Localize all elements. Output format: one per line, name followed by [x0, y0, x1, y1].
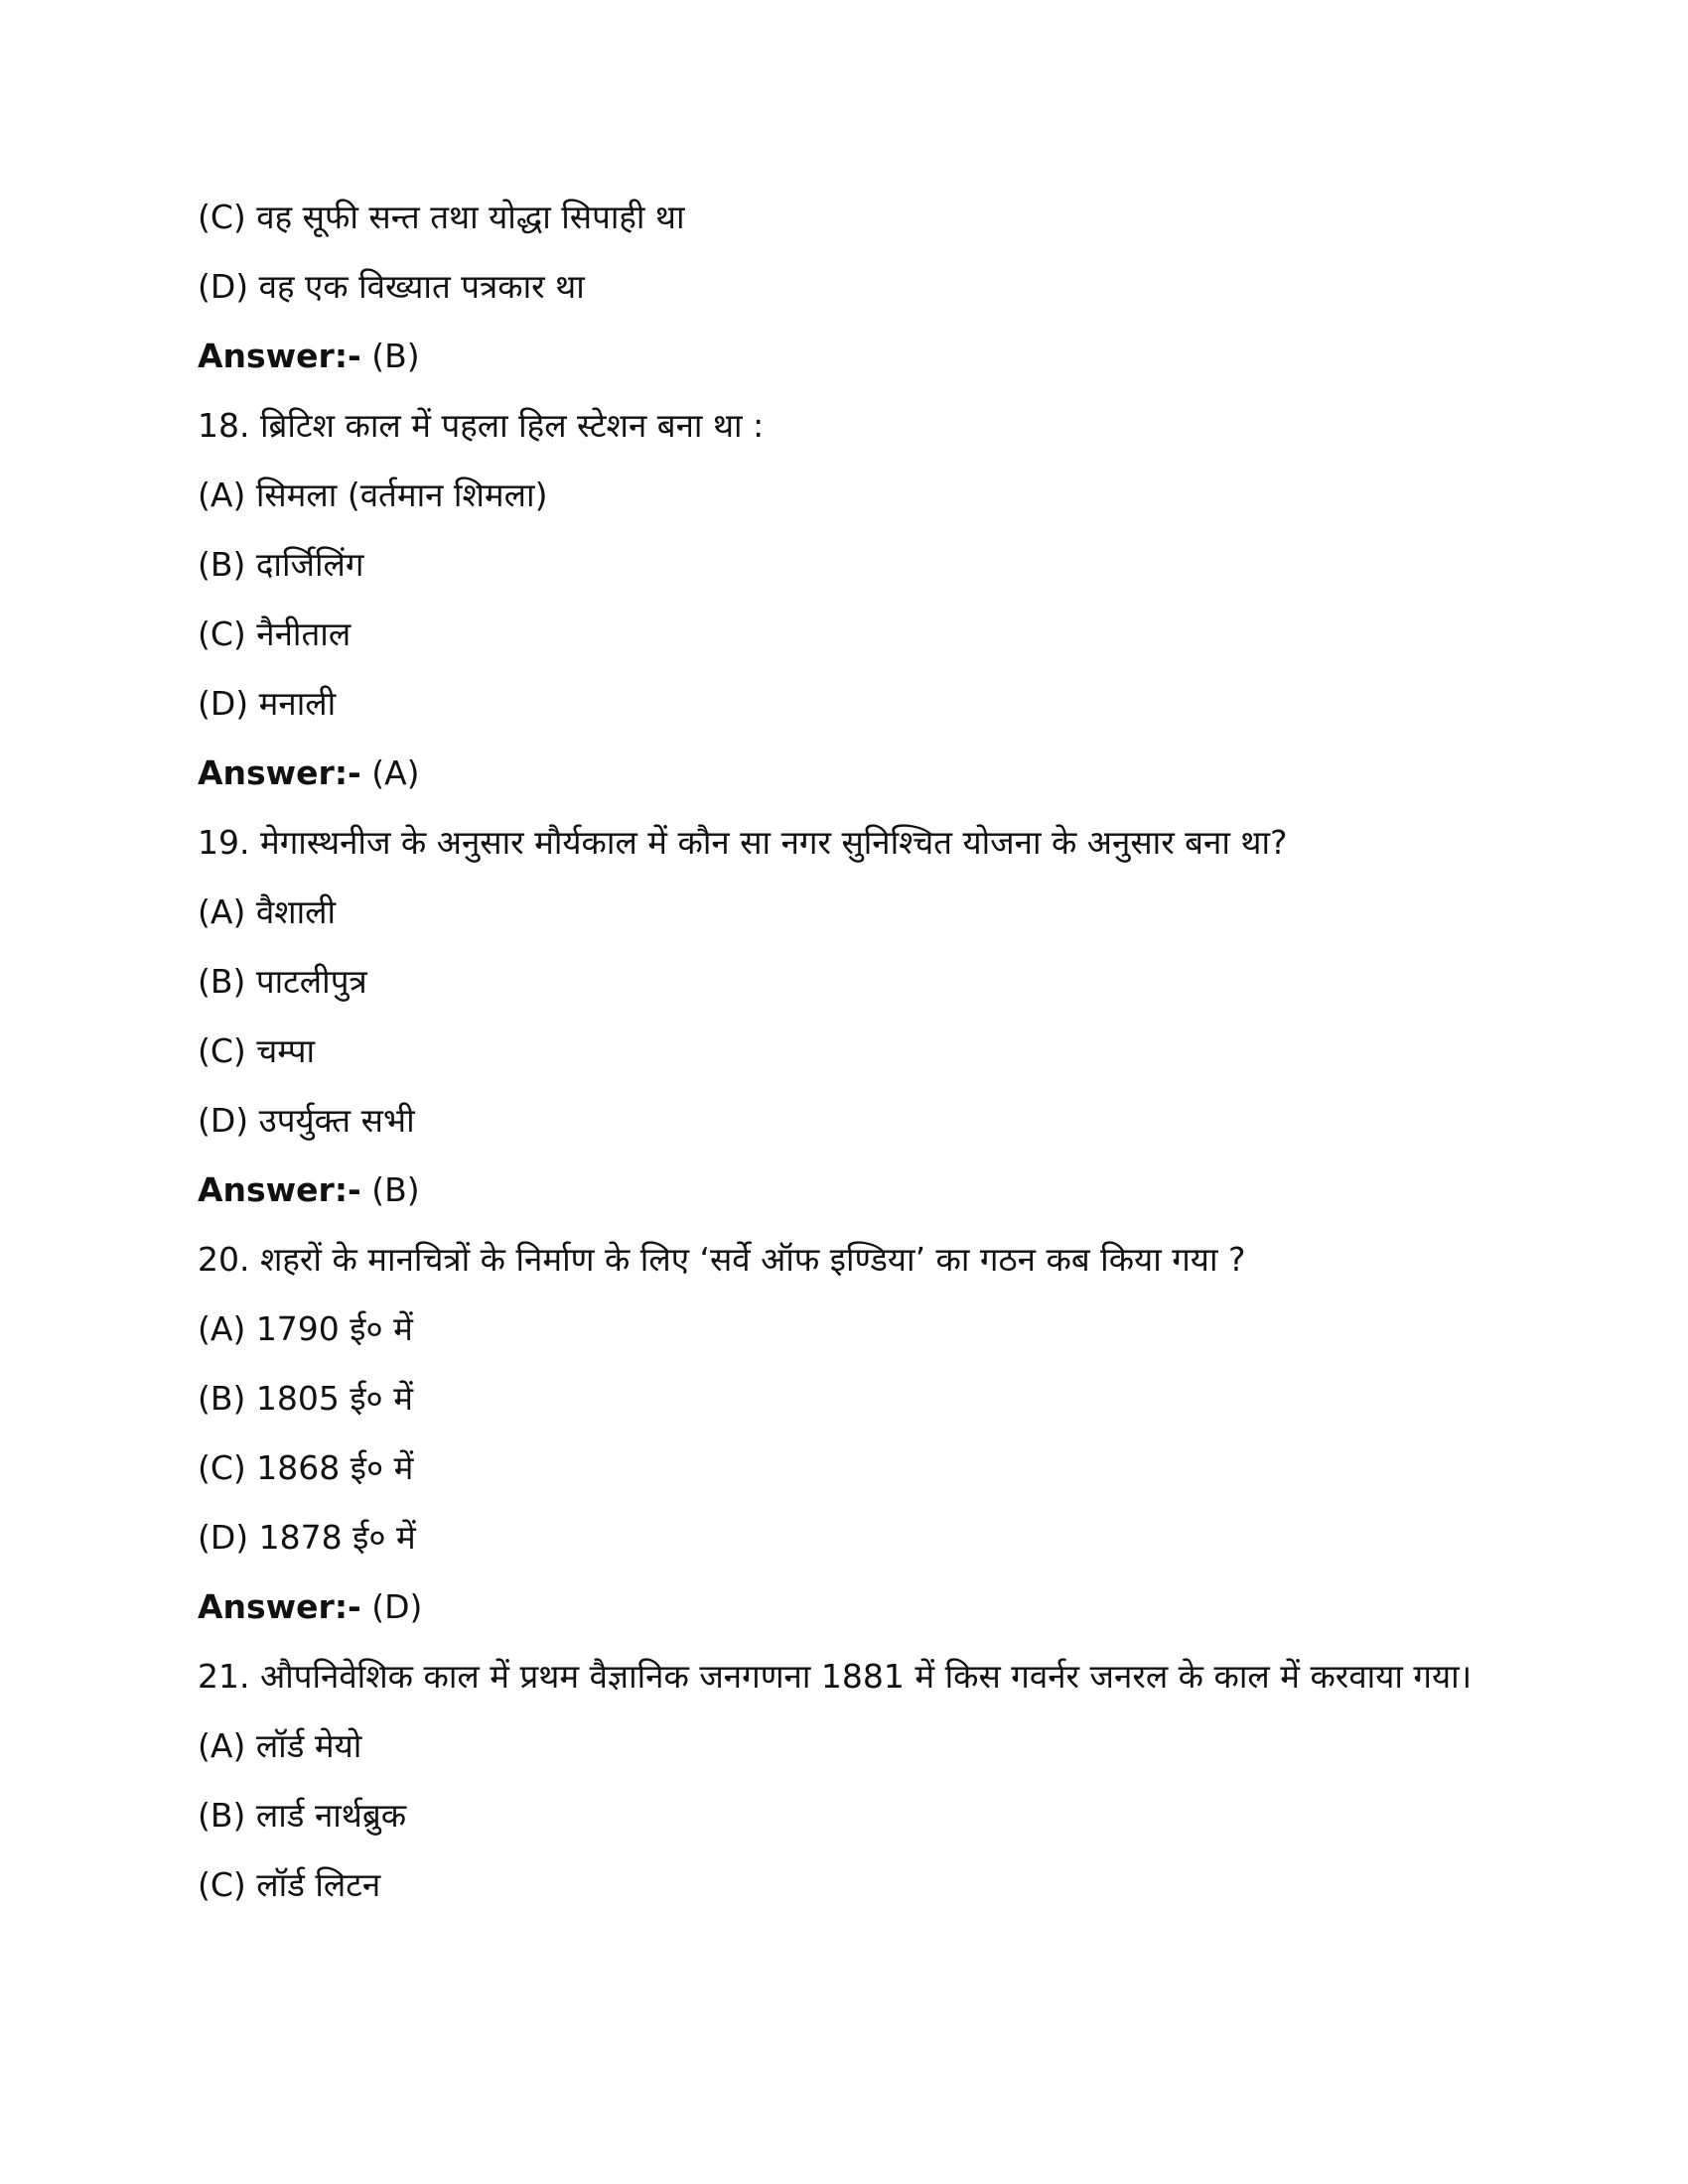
- option-20b: (B) 1805 ई० में: [198, 1379, 413, 1418]
- option-18a: (A) सिमला (वर्तमान शिमला): [198, 476, 548, 514]
- option-18d: (D) मनाली: [198, 684, 337, 723]
- question-20: 20. शहरों के मानचित्रों के निर्माण के लिए ‘सर्वे ऑफ इण्डिया’ का गठन कब किया गया ?: [198, 1240, 1246, 1279]
- question-list: [198, 195, 1488, 1932]
- answer-value: (D): [371, 1587, 423, 1626]
- option-20c: (C) 1868 ई० में: [198, 1448, 414, 1487]
- option-21c: (C) लॉर्ड लिटन: [198, 1865, 381, 1904]
- answer-value: (A): [371, 753, 420, 792]
- answer-20: [198, 1584, 1488, 1629]
- option-18c: (C) नैनीताल: [198, 614, 352, 653]
- option-20a: (A) 1790 ई० में: [198, 1309, 413, 1348]
- answer-label: Answer:-: [198, 337, 361, 375]
- question-18: 18. ब्रिटिश काल में पहला हिल स्टेशन बना था :: [198, 406, 765, 445]
- answer-label: Answer:-: [198, 1587, 361, 1626]
- option-17d: (D) वह एक विख्यात पत्रकार था: [198, 267, 585, 306]
- answer-value: (B): [371, 337, 420, 375]
- option-19d: (D) उपर्युक्त सभी: [198, 1101, 415, 1140]
- answer-17: [198, 334, 1488, 378]
- option-19b: (B) पाटलीपुत्र: [198, 962, 367, 1001]
- option-20d: (D) 1878 ई० में: [198, 1518, 416, 1557]
- answer-19: [198, 1167, 1488, 1212]
- answer-label: Answer:-: [198, 753, 361, 792]
- option-17c: (C) वह सूफी सन्त तथा योद्धा सिपाही था: [198, 198, 685, 236]
- answer-value: (B): [371, 1170, 420, 1209]
- option-21b: (B) लार्ड नार्थब्रुक: [198, 1796, 407, 1835]
- option-21a: (A) लॉर्ड मेयो: [198, 1726, 362, 1765]
- question-19: 19. मेगास्थनीज के अनुसार मौर्यकाल में कौन सा नगर सुनिश्चित योजना के अनुसार बना था?: [198, 823, 1288, 862]
- option-18b: (B) दार्जिलिंग: [198, 545, 364, 584]
- question-21: 21. औपनिवेशिक काल में प्रथम वैज्ञानिक जनगणना 1881 में किस गवर्नर जनरल के काल में करवाया गया।: [198, 1657, 1473, 1696]
- option-19a: (A) वैशाली: [198, 892, 337, 931]
- answer-label: Answer:-: [198, 1170, 361, 1209]
- answer-18: [198, 751, 1488, 795]
- option-19c: (C) चम्पा: [198, 1031, 316, 1070]
